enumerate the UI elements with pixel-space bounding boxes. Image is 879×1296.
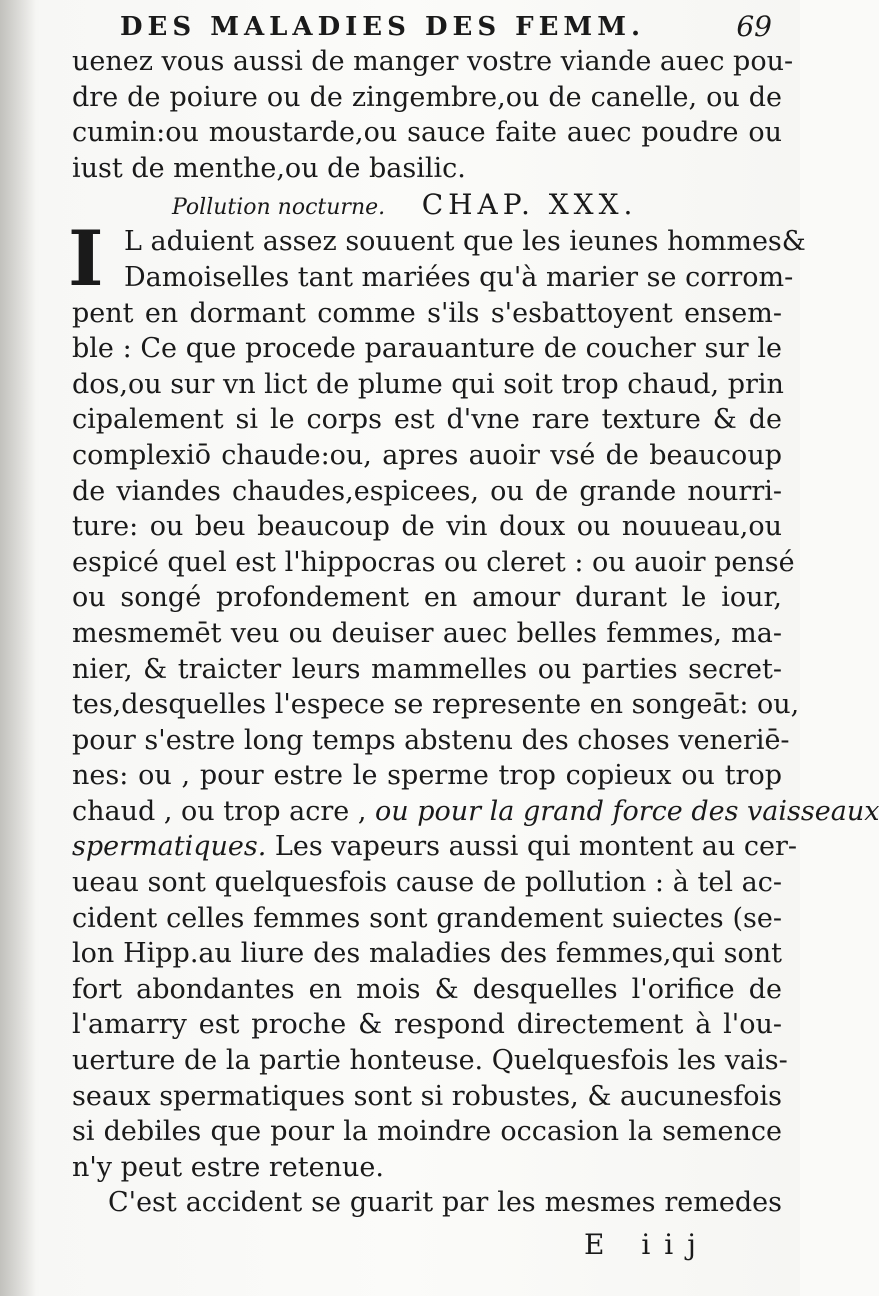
text-line: ble : Ce que procede parauanture de coucher sur le: [72, 333, 782, 365]
chapter-heading: [72, 186, 782, 224]
text-span: chaud , ou trop acre ,: [72, 795, 367, 827]
chapter-title: Pollution nocturne.: [172, 195, 386, 221]
text-line: ueau sont quelquesfois cause de pollution : à tel ac-: [72, 867, 782, 899]
text-line: n'y peut estre retenue.: [72, 1151, 384, 1183]
text-line: ture: ou beu beaucoup de vin doux ou nouueau,ou: [72, 511, 782, 543]
text-line: pour s'estre long temps abstenu des choses veneriē-: [72, 724, 790, 756]
text-line: C'est accident se guarit par les mesmes remedes: [108, 1187, 782, 1219]
text-line: uerture de la partie honteuse. Quelquesfois les vais-: [72, 1045, 788, 1077]
text-line-mixed: [72, 794, 879, 830]
text-line: seaux spermatiques sont si robustes, & aucunesfois: [72, 1080, 782, 1112]
text-line: nier, & traicter leurs mammelles ou parties secret-: [72, 653, 782, 685]
text-line: pent en dormant comme s'ils s'esbattoyent ensem-: [72, 297, 782, 329]
text-line: si debiles que pour la moindre occasion la semence: [72, 1116, 782, 1148]
gutter-shadow: [0, 0, 36, 1296]
text-line: fort abondantes en mois & desquelles l'orifice de: [72, 973, 782, 1005]
text-line: de viandes chaudes,espicees, ou de grande nourri-: [72, 475, 782, 507]
text-line: iust de menthe,ou de basilic.: [72, 152, 466, 184]
chapter-paragraph: [68, 214, 879, 1185]
text-line: dre de poiure ou de zingembre,ou de canelle, ou de: [72, 81, 782, 113]
text-line: tes,desquelles l'espece se represente en songeāt: ou,: [72, 689, 800, 721]
text-line: mesmemēt veu ou deuiser auec belles femmes, ma-: [72, 617, 782, 649]
body-text: [68, 44, 879, 1221]
text-span: Les vapeurs aussi qui montent au cer-: [274, 831, 798, 863]
text-line: l'amarry est proche & respond directement à l'ou-: [72, 1009, 782, 1041]
text-line: cumin:ou moustarde,ou sauce faite auec poudre ou: [72, 117, 782, 149]
italic-gloss: ou pour la grand force des vaisseaux: [375, 795, 879, 827]
chapter-number: CHAP. XXX.: [421, 188, 638, 222]
italic-gloss: spermatiques.: [72, 831, 267, 863]
text-line: complexiō chaude:ou, apres auoir vsé de beaucoup: [72, 439, 782, 471]
text-line: espicé quel est l'hippocras ou cleret : ou auoir pensé: [72, 546, 795, 578]
signature-mark: E iij: [584, 1228, 710, 1261]
text-line: dos,ou sur vn lict de plume qui soit trop chaud, prin: [72, 368, 784, 400]
text-line-mixed: [72, 829, 798, 865]
text-line: cipalement si le corps est d'vne rare texture & de: [72, 404, 782, 436]
text-line: lon Hipp.au liure des maladies des femmes,qui sont: [72, 938, 782, 970]
text-line: uenez vous aussi de manger vostre viande auec pou-: [72, 46, 794, 77]
text-line: Damoiselles tant mariées qu'à marier se corrom-: [124, 261, 794, 293]
text-line: cident celles femmes sont grandement suiectes (se-: [72, 902, 782, 934]
drop-cap: I: [68, 214, 104, 304]
text-line: nes: ou , pour estre le sperme trop copieux ou trop: [72, 760, 782, 792]
page-number: 69: [736, 10, 772, 43]
text-line: L aduient assez souuent que les ieunes hommes&: [124, 226, 806, 258]
text-line: ou songé profondement en amour durant le iour,: [72, 582, 782, 614]
running-head: DES MALADIES DES FEMM.: [120, 12, 646, 42]
page-header: [0, 6, 800, 46]
